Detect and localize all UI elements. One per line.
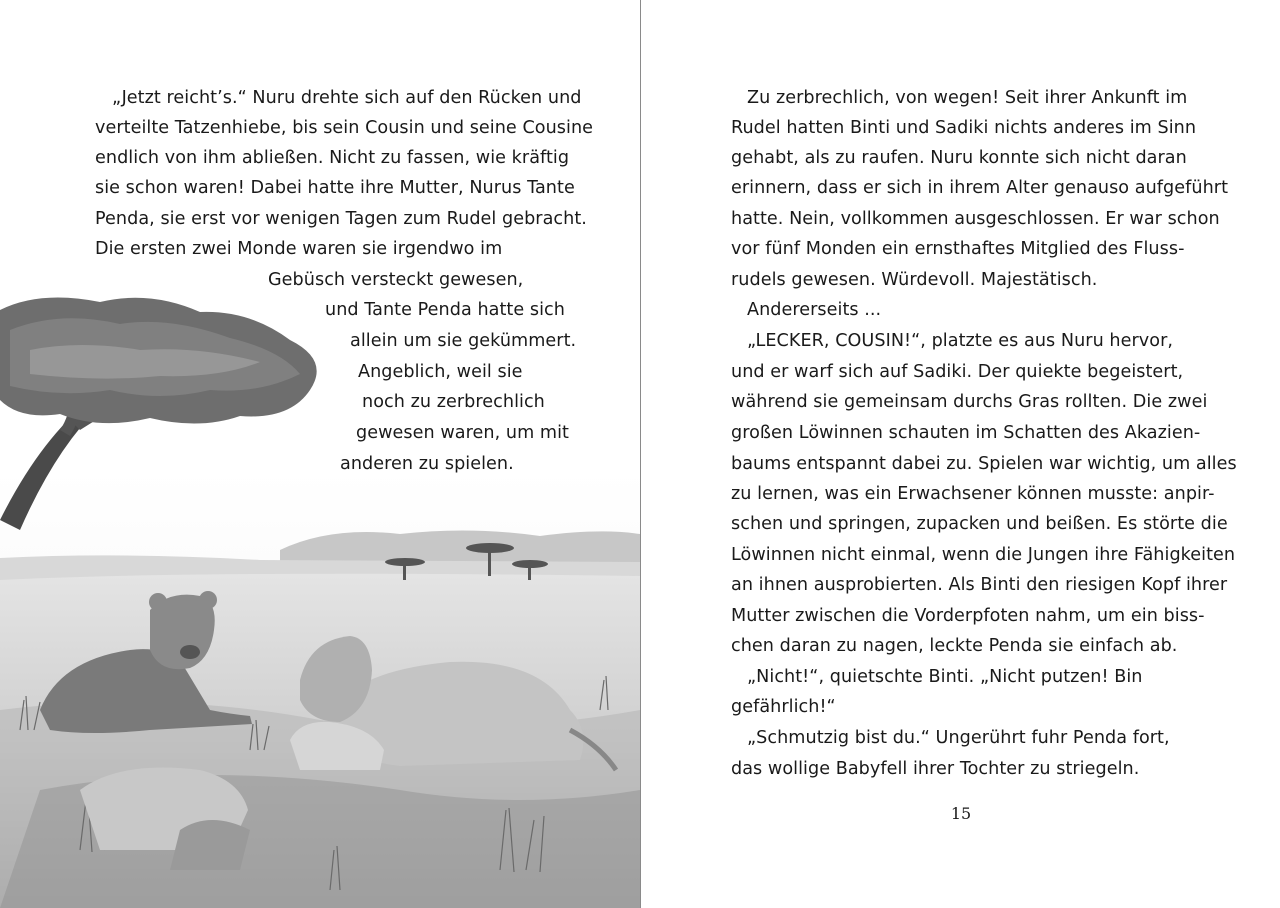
text-line: zu lernen, was ein Erwachsener können musste: anpir- bbox=[731, 484, 1215, 504]
text-line: und er warf sich auf Sadiki. Der quiekte begeistert, bbox=[731, 362, 1184, 382]
text-line: allein um sie gekümmert. bbox=[350, 331, 577, 351]
right-page bbox=[641, 0, 1280, 908]
text-line: sie schon waren! Dabei hatte ihre Mutter, Nurus Tante bbox=[95, 178, 575, 198]
text-line: Andererseits ... bbox=[747, 300, 882, 320]
text-line: gehabt, als zu raufen. Nuru konnte sich nicht daran bbox=[731, 148, 1187, 168]
text-line: großen Löwinnen schauten im Schatten des Akazien- bbox=[731, 423, 1201, 443]
text-line: das wollige Babyfell ihrer Tochter zu striegeln. bbox=[731, 759, 1140, 779]
text-line: baums entspannt dabei zu. Spielen war wichtig, um alles bbox=[731, 454, 1237, 474]
text-line: Gebüsch versteckt gewesen, bbox=[268, 270, 524, 290]
text-line: Penda, sie erst vor wenigen Tagen zum Rudel gebracht. bbox=[95, 209, 587, 229]
text-line: schen und springen, zupacken und beißen. Es störte die bbox=[731, 514, 1228, 534]
text-line: an ihnen ausprobierten. Als Binti den riesigen Kopf ihrer bbox=[731, 575, 1228, 595]
text-line: endlich von ihm abließen. Nicht zu fassen, wie kräftig bbox=[95, 148, 570, 168]
page-number: 15 bbox=[950, 804, 972, 823]
text-line: vor fünf Monden ein ernsthaftes Mitglied des Fluss- bbox=[731, 239, 1185, 259]
text-line: Die ersten zwei Monde waren sie irgendwo im bbox=[95, 239, 503, 259]
text-line: „LECKER, COUSIN!“, platzte es aus Nuru hervor, bbox=[747, 331, 1173, 351]
text-line: Zu zerbrechlich, von wegen! Seit ihrer Ankunft im bbox=[747, 88, 1188, 108]
savanna-lions-illustration bbox=[0, 290, 640, 908]
text-line: gewesen waren, um mit bbox=[356, 423, 569, 443]
text-line: „Schmutzig bist du.“ Ungerührt fuhr Penda fort, bbox=[747, 728, 1170, 748]
text-line: während sie gemeinsam durchs Gras rollten. Die zwei bbox=[731, 392, 1208, 412]
text-line: Löwinnen nicht einmal, wenn die Jungen ihre Fähigkeiten bbox=[731, 545, 1236, 565]
text-line: hatte. Nein, vollkommen ausgeschlossen. Er war schon bbox=[731, 209, 1220, 229]
text-line: Rudel hatten Binti und Sadiki nichts anderes im Sinn bbox=[731, 118, 1197, 138]
text-line: erinnern, dass er sich in ihrem Alter genauso aufgeführt bbox=[731, 178, 1229, 198]
text-line: Angeblich, weil sie bbox=[358, 362, 523, 382]
text-line: Mutter zwischen die Vorderpfoten nahm, um ein biss- bbox=[731, 606, 1205, 626]
text-line: rudels gewesen. Würdevoll. Majestätisch. bbox=[731, 270, 1098, 290]
text-line: „Nicht!“, quietschte Binti. „Nicht putzen! Bin bbox=[747, 667, 1143, 687]
text-line: gefährlich!“ bbox=[731, 697, 836, 717]
text-line: verteilte Tatzenhiebe, bis sein Cousin und seine Cousine bbox=[95, 118, 594, 138]
text-line: anderen zu spielen. bbox=[340, 454, 514, 474]
text-line: „Jetzt reicht’s.“ Nuru drehte sich auf den Rücken und bbox=[112, 88, 582, 108]
text-line: noch zu zerbrechlich bbox=[362, 392, 545, 412]
text-line: chen daran zu nagen, leckte Penda sie einfach ab. bbox=[731, 636, 1178, 656]
text-line: und Tante Penda hatte sich bbox=[325, 300, 565, 320]
